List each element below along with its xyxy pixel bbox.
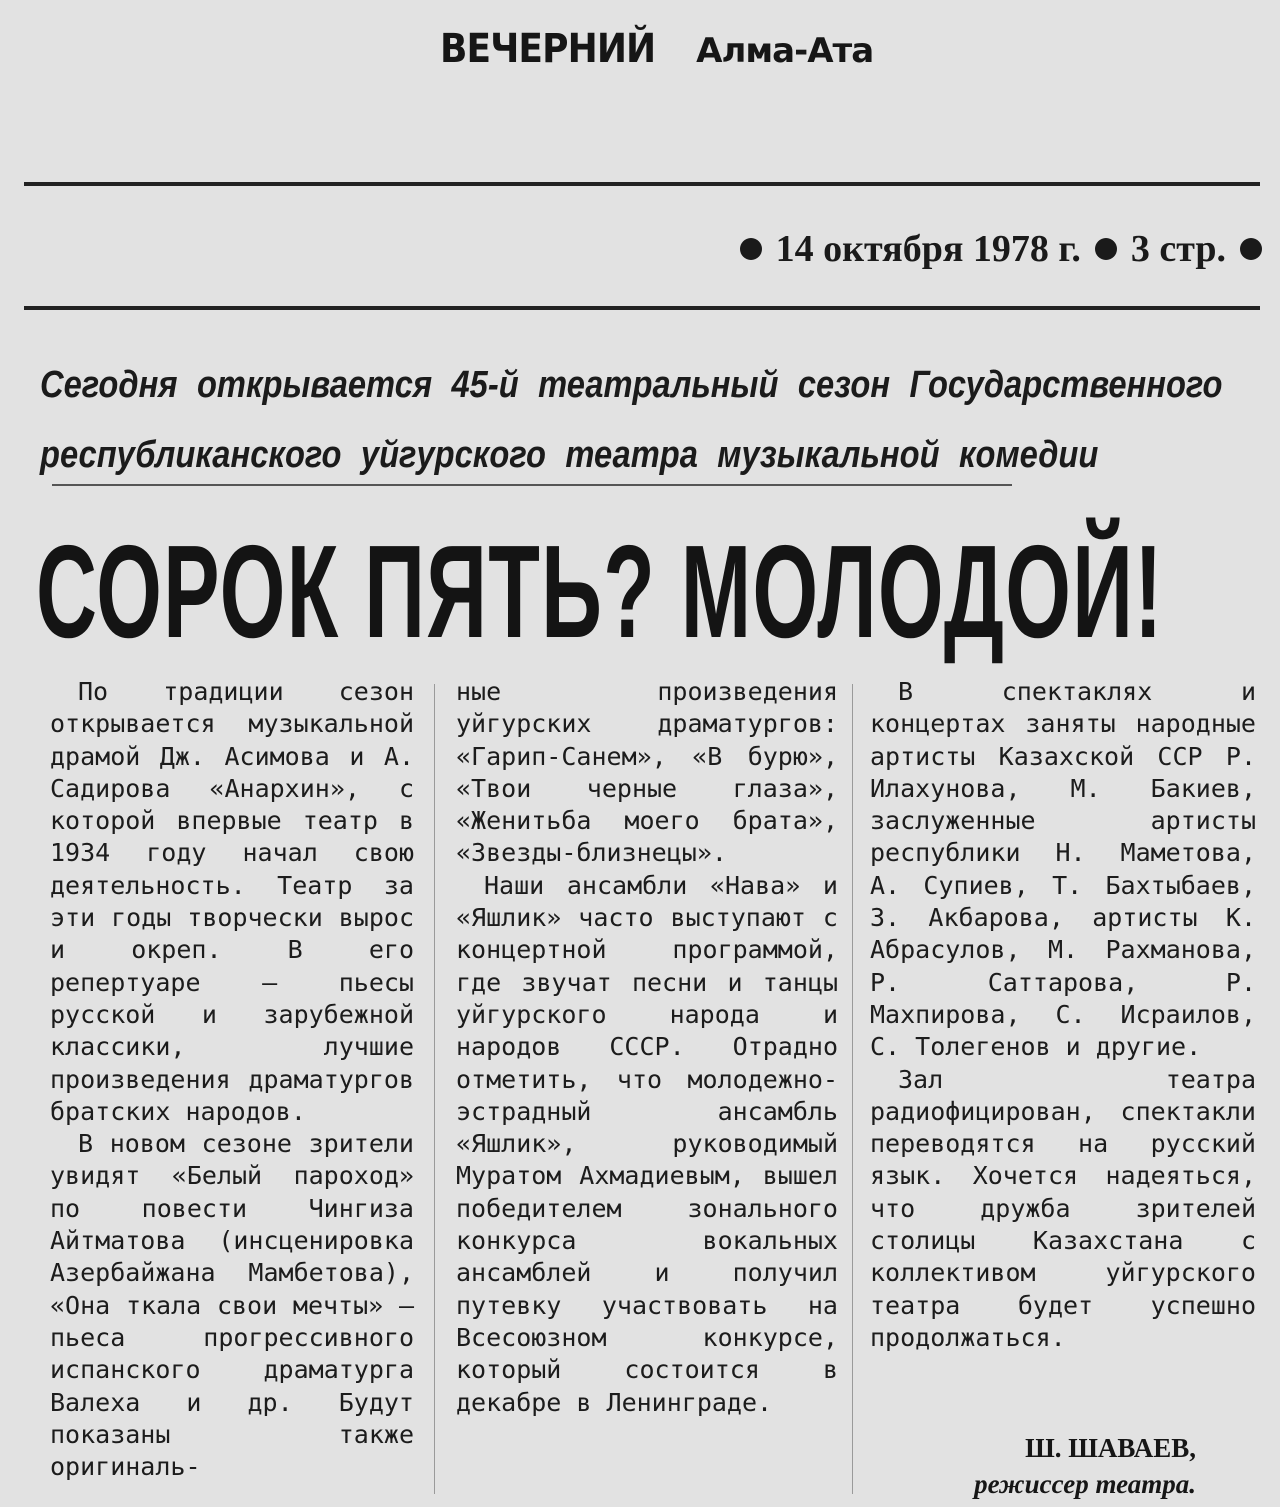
dateline-rule [24,306,1260,310]
masthead-title-part2: Алма-Ата [696,31,874,71]
issue-date: 14 октября 1978 г. [775,228,1081,270]
column-divider [434,684,435,1494]
page-number: 3 стр. [1130,228,1226,270]
article-headline: СОРОК ПЯТЬ? МОЛОДОЙ! [36,518,1164,665]
article-column-2 [456,676,838,1419]
paragraph: В новом сезоне зрители увидят «Белый пароход» по повести Чингиза Айтматова (инсценировка Азербайжана Мамбетова), «Она ткала свои мечты» — пьеса прогрессивного испанского драматурга Валеха и др. Будут показаны также оригиналь- [50,1129,414,1482]
article-byline [870,1430,1256,1502]
dateline [740,222,1262,276]
bullet-dot [740,238,762,260]
kicker-line-2: республиканского уйгурского театра музыкальной комедии [40,434,1099,476]
paragraph: Зал театра радиофицирован, спектакли переводятся на русский язык. Хочется надеяться, что дружба зрителей столицы Казахстана с коллективом уйгурского театра будет успешно продолжаться. [870,1064,1256,1352]
column-divider [852,684,853,1494]
paragraph: ные произведения уйгурских драматургов: «Гарип-Санем», «В бурю», «Твои черные глаза», «Женитьба моего брата», «Звезды-близнецы». [456,677,838,868]
article-kicker [40,350,1223,490]
author-name: Ш. ШАВАЕВ, [1025,1433,1196,1463]
author-role: режиссер театра. [974,1469,1196,1499]
paragraph: В спектаклях и концертах заняты народные артисты Казахской ССР Р. Илахунова, М. Бакиев, заслуженные артисты республики Н. Маметова, А. Супиев, Т. Бахтыбаев, З. Акбарова, артисты К. Абрасулов, М. Рахманова, Р. Саттарова, Р. Махпирова, С. Исраилов, С. Толегенов и другие. [870,677,1256,1062]
masthead-title-part1: ВЕЧЕРНИЙ [440,26,656,72]
bullet-dot [1240,238,1262,260]
top-rule [24,182,1260,186]
kicker-line-1: Сегодня открывается 45-й театральный сезон Государственного [40,364,1223,406]
kicker-underline [52,484,1012,486]
paragraph: По традиции сезон открывается музыкальной драмой Дж. Асимова и А. Садирова «Анархин», с которой впервые театр в 1934 году начал свою деятельность. Театр за эти годы творчески вырос и окреп. В его репертуаре — пьесы русской и зарубежной классики, лучшие произведения драматургов братских народов. [50,677,414,1126]
newspaper-masthead [440,14,960,84]
article-column-1 [50,676,414,1483]
paragraph: Наши ансамбли «Нава» и «Яшлик» часто выступают с концертной программой, где звучат песни и танцы уйгурского народа и народов СССР. Отрадно отметить, что молодежно-эстрадный ансамбль «Яшлик», руководимый Муратом Ахмадиевым, вышел победителем зонального конкурса вокальных ансамблей и получил путевку участвовать на Всесоюзном конкурсе, который состоится в декабре в Ленинграде. [456,870,838,1417]
bullet-dot [1095,238,1117,260]
article-column-3 [870,676,1256,1354]
